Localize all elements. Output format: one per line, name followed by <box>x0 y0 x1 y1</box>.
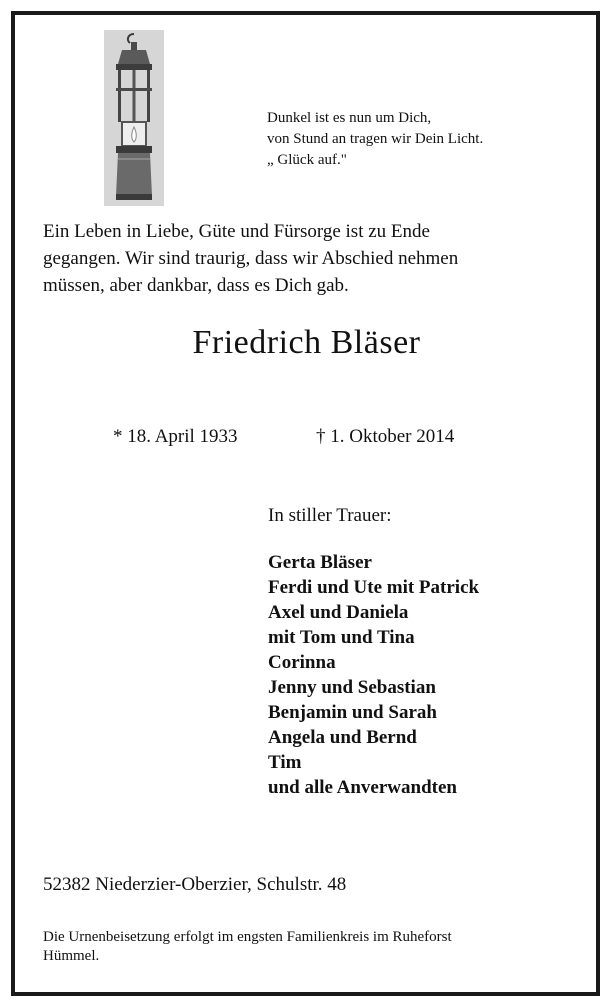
birth-date: * 18. April 1933 <box>113 426 238 447</box>
mourners-heading: In stiller Trauer: <box>268 505 392 526</box>
mourner-name: Gerta Bläser <box>268 552 372 573</box>
motto-line: „ Glück auf." <box>267 152 347 168</box>
mourner-name: Tim <box>268 752 302 773</box>
mourner-name: mit Tom und Tina <box>268 627 415 648</box>
burial-notice <box>43 928 573 966</box>
motto-verse <box>267 108 483 171</box>
mourner-name: Corinna <box>268 652 336 673</box>
miners-lamp-icon <box>104 30 164 206</box>
burial-line: Hümmel. <box>43 948 100 964</box>
motto-line: von Stund an tragen wir Dein Licht. <box>267 131 484 147</box>
mourner-name: Ferdi und Ute mit Patrick <box>268 577 480 598</box>
intro-line: gegangen. Wir sind traurig, dass wir Abschied nehmen <box>43 248 459 269</box>
deceased-name: Friedrich Bläser <box>192 324 421 361</box>
mourner-name: und alle Anverwandten <box>268 777 457 798</box>
death-date: † 1. Oktober 2014 <box>316 426 455 447</box>
burial-line: Die Urnenbeisetzung erfolgt im engsten Familienkreis im Ruheforst <box>43 929 452 945</box>
intro-line: müssen, aber dankbar, dass es Dich gab. <box>43 275 349 296</box>
intro-text <box>43 218 573 299</box>
motto-line: Dunkel ist es nun um Dich, <box>267 110 432 126</box>
mourner-name: Axel und Daniela <box>268 602 409 623</box>
intro-line: Ein Leben in Liebe, Güte und Fürsorge ist zu Ende <box>43 221 430 242</box>
family-address: 52382 Niederzier-Oberzier, Schulstr. 48 <box>43 874 347 895</box>
mourner-name: Jenny und Sebastian <box>268 677 436 698</box>
mourner-name: Benjamin und Sarah <box>268 702 437 723</box>
mourner-name: Angela und Bernd <box>268 727 417 748</box>
mourners-list <box>268 550 479 800</box>
